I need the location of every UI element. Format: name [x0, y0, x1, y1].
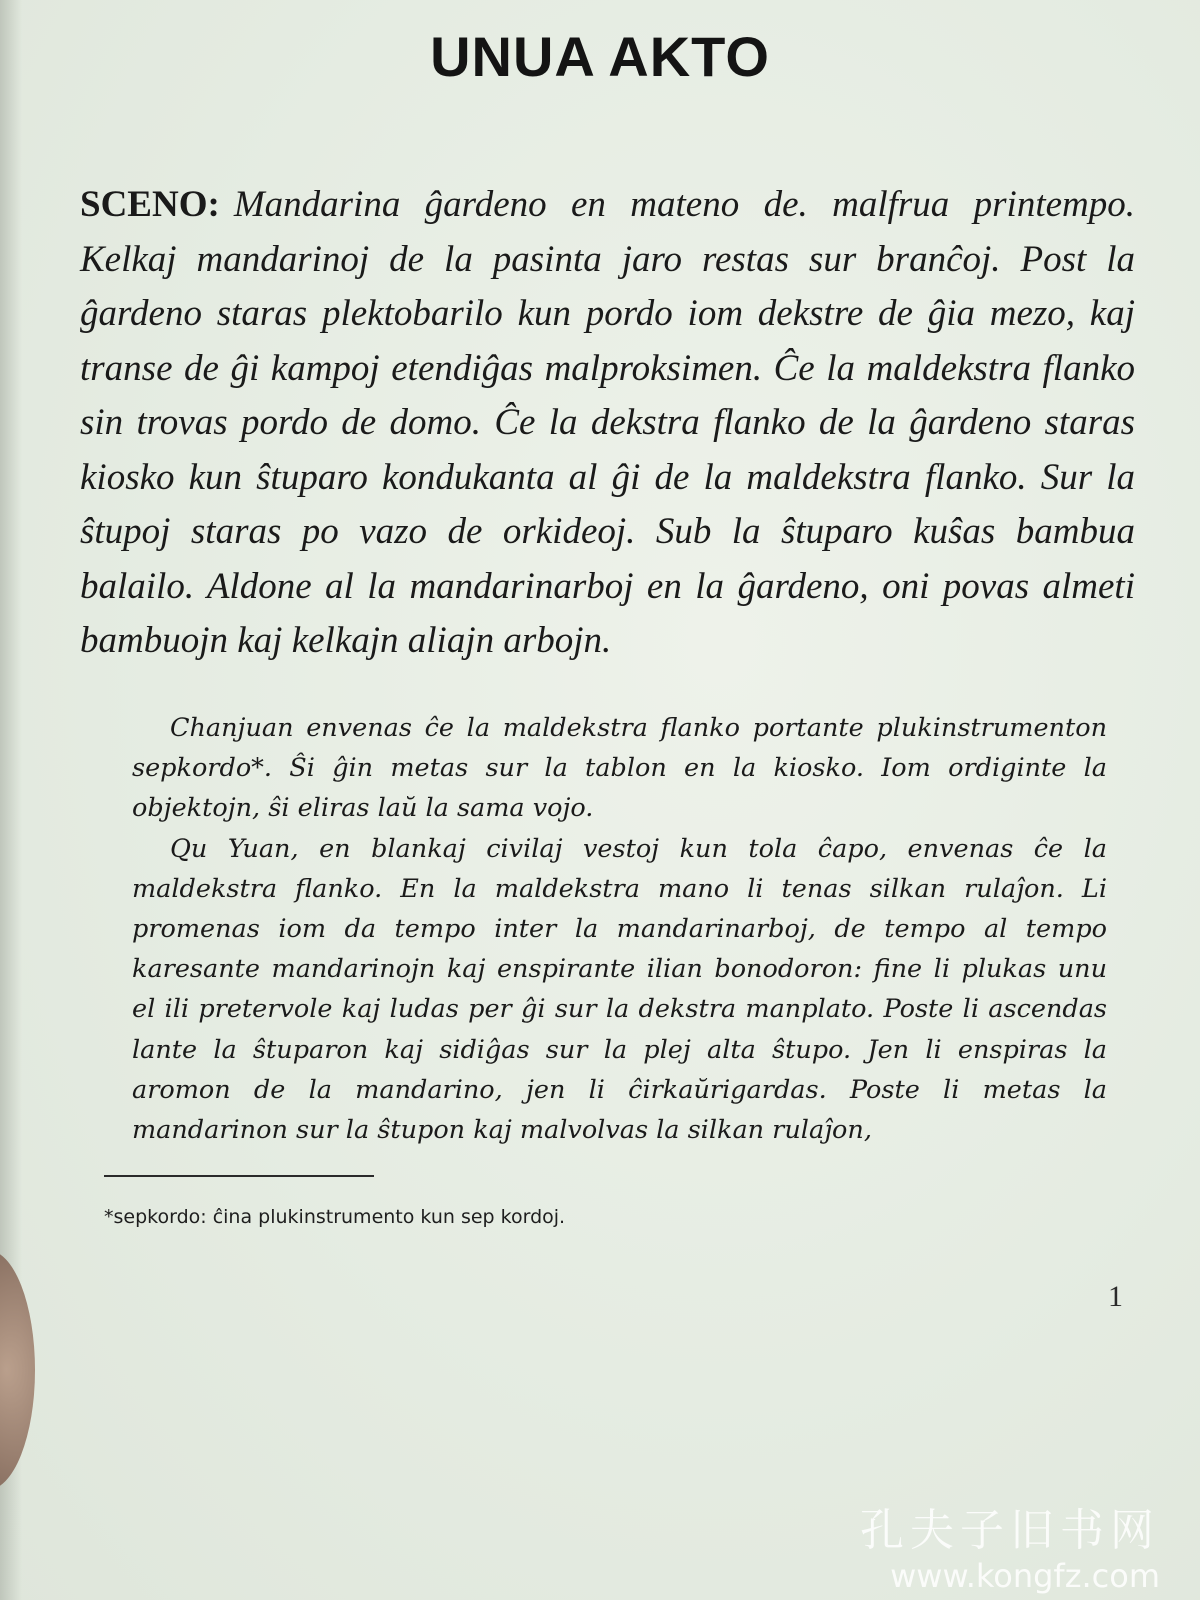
stage-directions	[132, 708, 1107, 1150]
page-number: 1	[1108, 1280, 1123, 1313]
scene-text: Mandarina ĝardeno en mateno de. malfrua printempo. Kelkaj mandarinoj de la pasinta jaro restas sur branĉoj. Post la ĝardeno staras plektobarilo kun pordo iom dekstre de ĝia mezo, kaj transe de ĝi kampoj etendiĝas malproksimen. Ĉe la maldekstra flanko sin trovas pordo de domo. Ĉe la dekstra flanko de la ĝardeno staras kiosko kun ŝtuparo kondukanta al ĝi de la maldekstra flanko. Sur la ŝtupoj staras po vazo de orkideoj. Sub la ŝtuparo kuŝas bambua balailo. Aldone al la mandarinarboj en la ĝardeno, oni povas almeti bambuojn kaj kelkajn aliajn arbojn.	[80, 184, 1135, 661]
stage-direction-paragraph: Qu Yuan, en blankaj civilaj vestoj kun tola ĉapo, envenas ĉe la maldekstra flanko. En la maldekstra mano li tenas silkan rulaĵon. Li promenas iom da tempo inter la mandarinarboj, de tempo al tempo karesante mandarinojn kaj enspirante ilian bonodoron: fine li plukas unu el ili pretervole kaj ludas per ĝi sur la dekstra manplato. Poste li ascendas lante la ŝtuparon kaj sidiĝas sur la plej alta ŝtupo. Jen li enspiras la aromon de la mandarino, jen li ĉirkaŭrigardas. Poste li metas la mandarinon sur la ŝtupon kaj malvolvas la silkan rulaĵon,	[132, 833, 1107, 1146]
footnote-rule	[104, 1175, 374, 1177]
footnote: *sepkordo: ĉina plukinstrumento kun sep kordoj.	[104, 1206, 566, 1228]
watermark	[860, 1505, 1160, 1595]
watermark-url: www.kongfz.com	[890, 1557, 1160, 1595]
scene-label: SCENO:	[80, 184, 220, 225]
act-heading: UNUA AKTO	[430, 25, 770, 88]
scene-description	[80, 178, 1135, 669]
watermark-text: 孔夫子旧书网	[860, 1505, 1160, 1556]
stage-direction-paragraph: Chanjuan envenas ĉe la maldekstra flanko portante plukinstrumenton sepkordo*. Ŝi ĝin metas sur la tablon en la kiosko. Iom ordiginte la objektojn, ŝi eliras laŭ la sama vojo.	[132, 713, 1107, 824]
finger-edge	[0, 1250, 35, 1490]
